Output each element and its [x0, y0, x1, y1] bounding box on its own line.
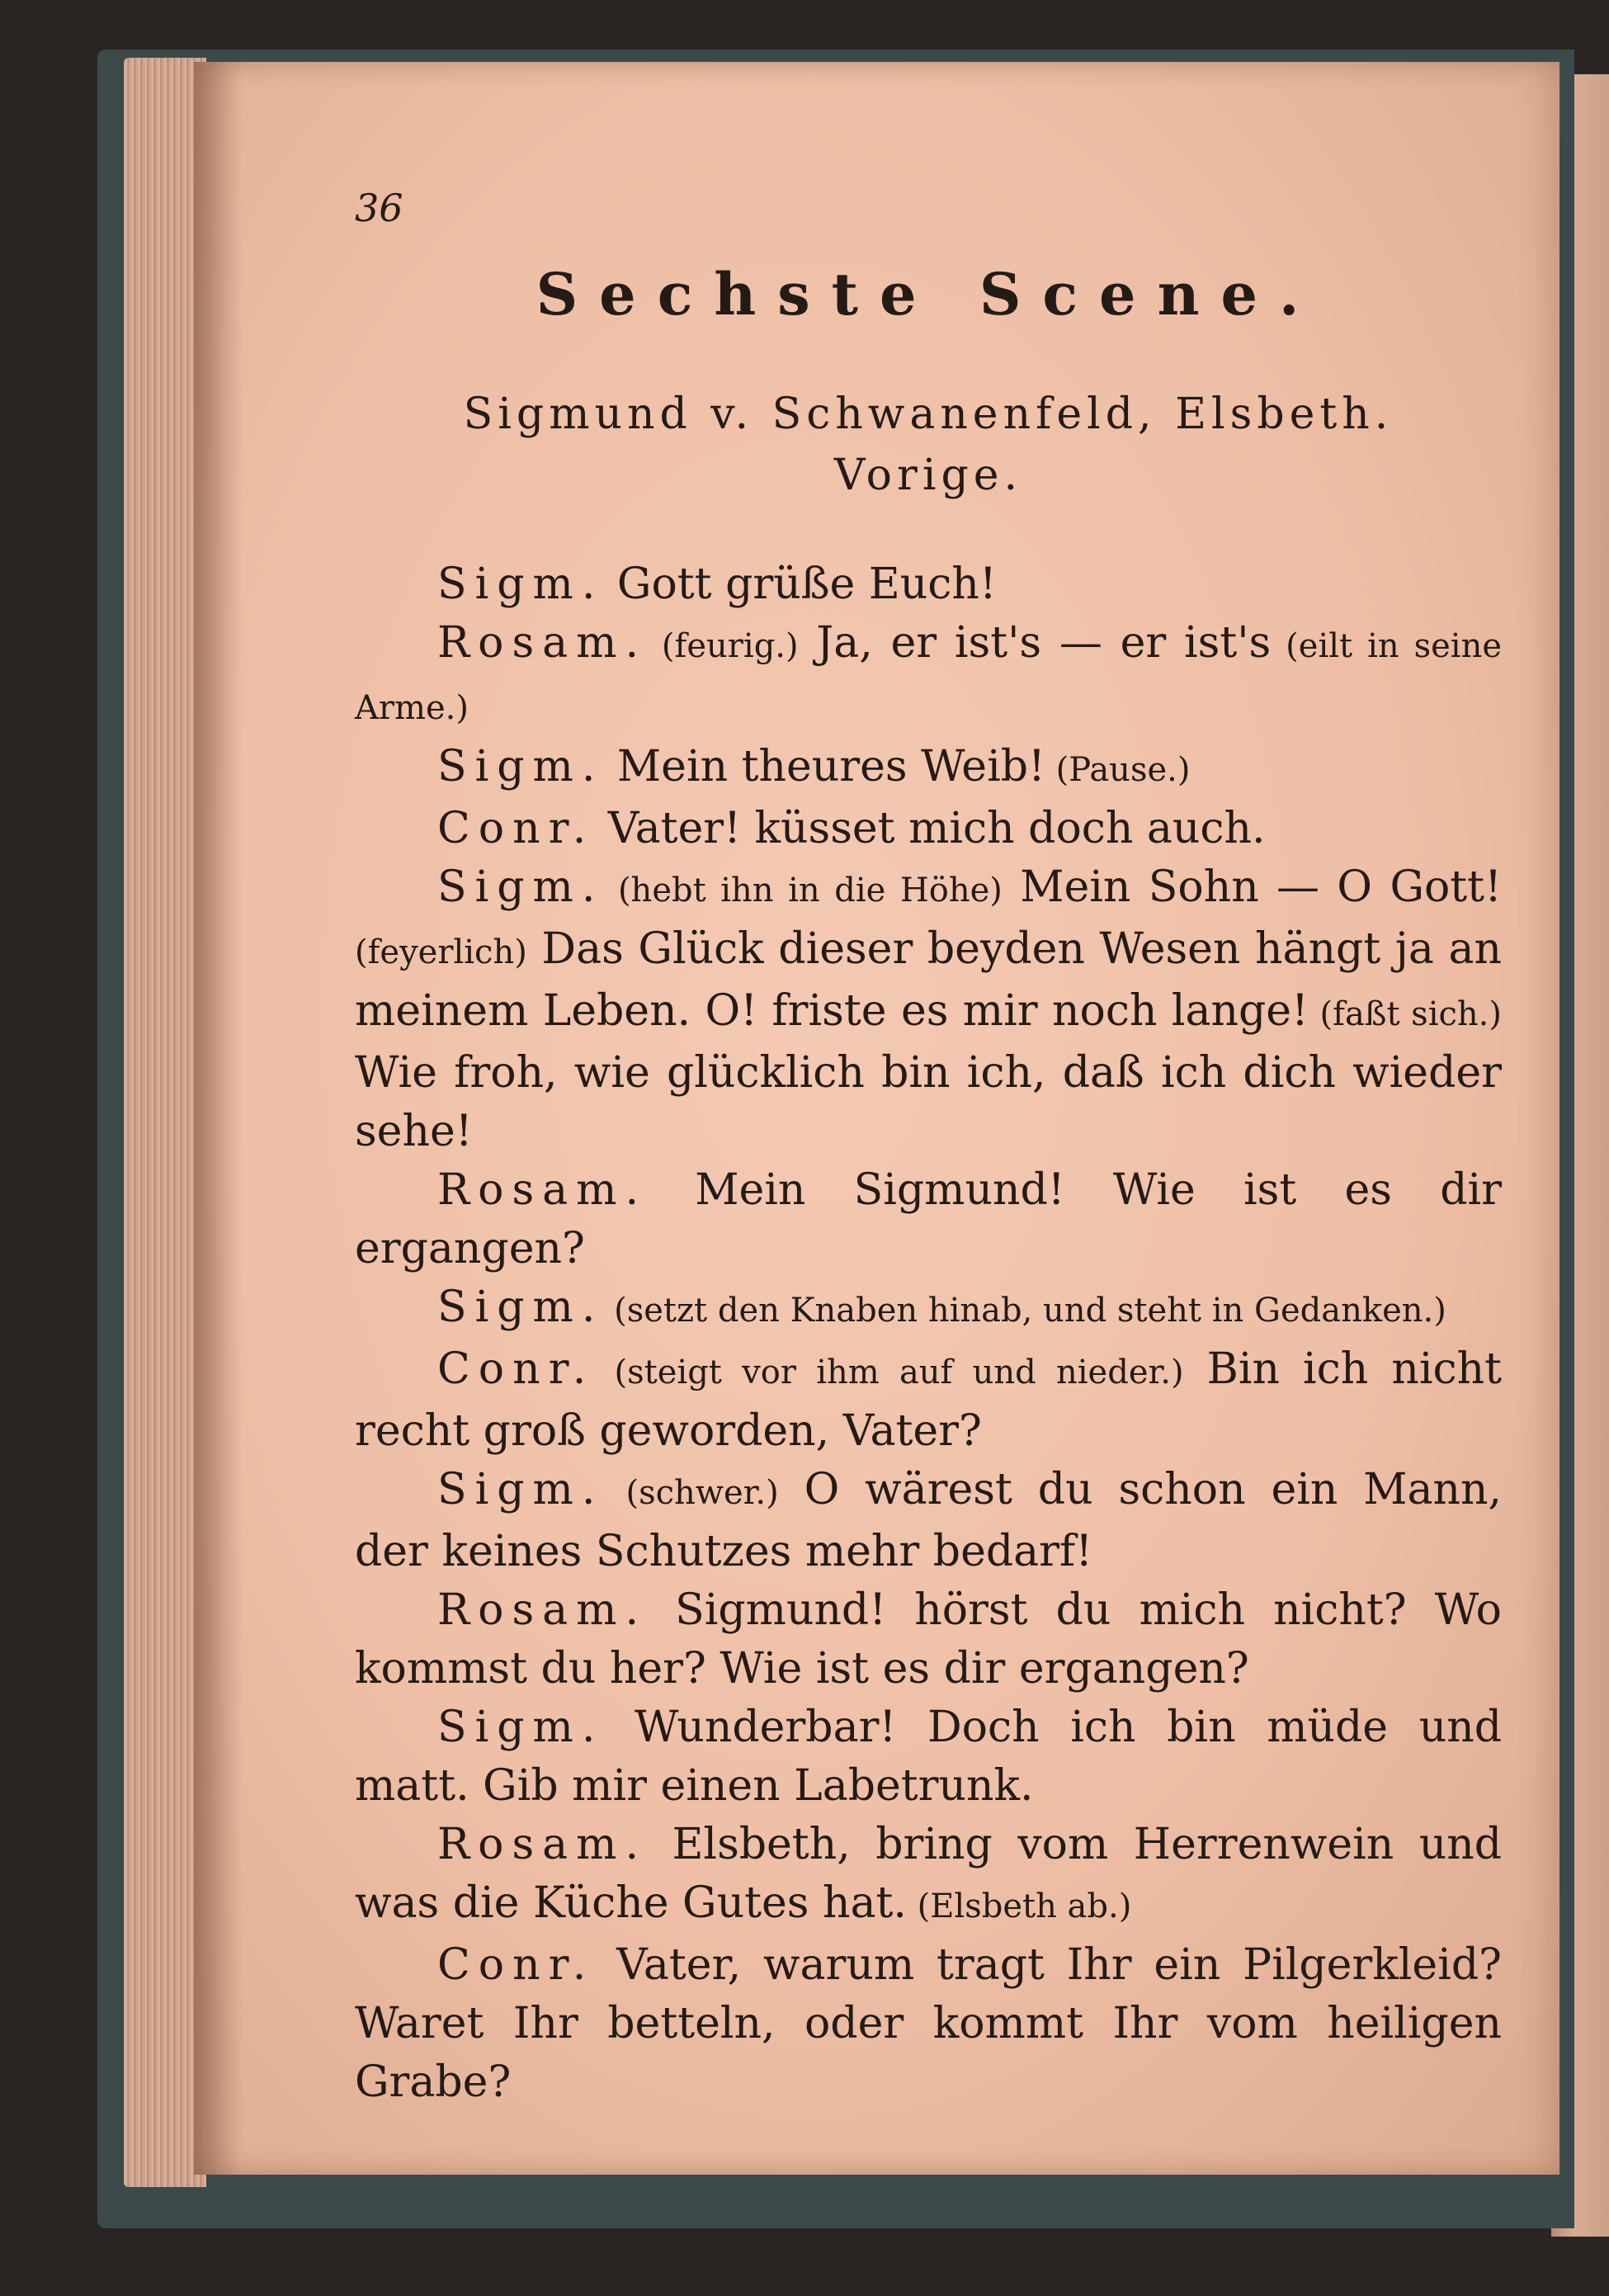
- dialogue-line: [355, 1816, 1502, 1936]
- dialogue-line: [355, 614, 1502, 738]
- dialogue-line: [355, 800, 1502, 858]
- speaker: Sigm.: [437, 1465, 604, 1514]
- speaker: Rosam.: [437, 618, 647, 668]
- speaker: Rosam.: [437, 1585, 647, 1635]
- dialogue-line: [355, 1340, 1502, 1461]
- characters-line-2: Vorige.: [833, 451, 1023, 500]
- dialogue-line: [355, 1936, 1502, 2112]
- speaker: Rosam.: [437, 1820, 647, 1869]
- stage-direction: (hebt ihn in die Höhe): [603, 872, 1003, 909]
- dialogue-line: [355, 738, 1502, 800]
- dialogue-line: [355, 1278, 1502, 1340]
- dialogue-line: [355, 858, 1502, 1161]
- book-page: [194, 62, 1559, 2175]
- stage-direction: (faßt sich.): [1308, 995, 1502, 1033]
- stage-direction: (steigt vor ihm auf und nieder.): [594, 1354, 1184, 1391]
- speaker: Sigm.: [437, 1703, 604, 1752]
- stage-direction: (setzt den Knaben hinab, und steht in Gedanken.): [603, 1292, 1446, 1330]
- stage-direction: (schwer.): [603, 1474, 779, 1512]
- dialogue: [355, 555, 1502, 2112]
- line-text: Das Glück dieser beyden Wesen hängt ja an meinem Leben. O! friste es mir noch lange!: [355, 924, 1502, 1036]
- line-text: Vater, warum tragt Ihr ein Pilgerkleid? Waret Ihr betteln, oder kommt Ihr vom heiligen Grabe?: [355, 1940, 1502, 2107]
- speaker: Conr.: [437, 1344, 595, 1394]
- page-number: 36: [355, 186, 403, 230]
- speaker: Sigm.: [437, 862, 604, 912]
- stage-direction: (feyerlich): [355, 933, 527, 971]
- line-text: Mein Sigmund! Wie ist es dir ergangen?: [355, 1165, 1502, 1273]
- stage-direction: (Elsbeth ab.): [906, 1887, 1132, 1925]
- dialogue-line: [355, 1461, 1502, 1581]
- speaker: Conr.: [437, 1940, 595, 1990]
- stage-direction: (feurig.): [646, 627, 799, 665]
- stage-direction: (eilt in seine Arme.): [355, 627, 1502, 727]
- line-text: O wärest du schon ein Mann, der keines Schutzes mehr bedarf!: [355, 1465, 1502, 1576]
- line-text: Gott grüße Euch!: [603, 560, 997, 609]
- dialogue-line: [355, 555, 1502, 614]
- line-text: Elsbeth, bring vom Herrenwein und was die Küche Gutes hat.: [355, 1820, 1502, 1928]
- gutter-shadow: [194, 62, 243, 2175]
- line-text: Vater! küsset mich doch auch.: [594, 804, 1266, 853]
- speaker: Conr.: [437, 804, 595, 853]
- characters-list: [355, 384, 1502, 506]
- line-text: Wie froh, wie glücklich bin ich, daß ich dich wieder sehe!: [355, 1048, 1502, 1156]
- speaker: Sigm.: [437, 1283, 604, 1332]
- dialogue-line: [355, 1161, 1502, 1278]
- dialogue-line: [355, 1581, 1502, 1698]
- speaker: Sigm.: [437, 742, 604, 791]
- line-text: Mein Sohn — O Gott!: [1002, 862, 1502, 912]
- line-text: Mein theures Weib!: [603, 742, 1045, 791]
- line-text: Bin ich nicht recht groß geworden, Vater?: [355, 1344, 1502, 1456]
- line-text: Sigmund! hörst du mich nicht? Wo kommst du her? Wie ist es dir ergangen?: [355, 1585, 1502, 1694]
- line-text: Ja, er ist's — er ist's: [798, 618, 1272, 668]
- stage-direction: (Pause.): [1045, 751, 1191, 789]
- characters-line-1: Sigmund v. Schwanenfeld, Elsbeth.: [463, 390, 1394, 439]
- speaker: Rosam.: [437, 1165, 647, 1215]
- line-text: Wunderbar! Doch ich bin müde und matt. Gib mir einen Labetrunk.: [355, 1703, 1502, 1811]
- page-text-area: [355, 186, 1502, 2112]
- dialogue-line: [355, 1698, 1502, 1816]
- speaker: Sigm.: [437, 560, 604, 609]
- scene-title: Sechste Scene.: [536, 260, 1321, 328]
